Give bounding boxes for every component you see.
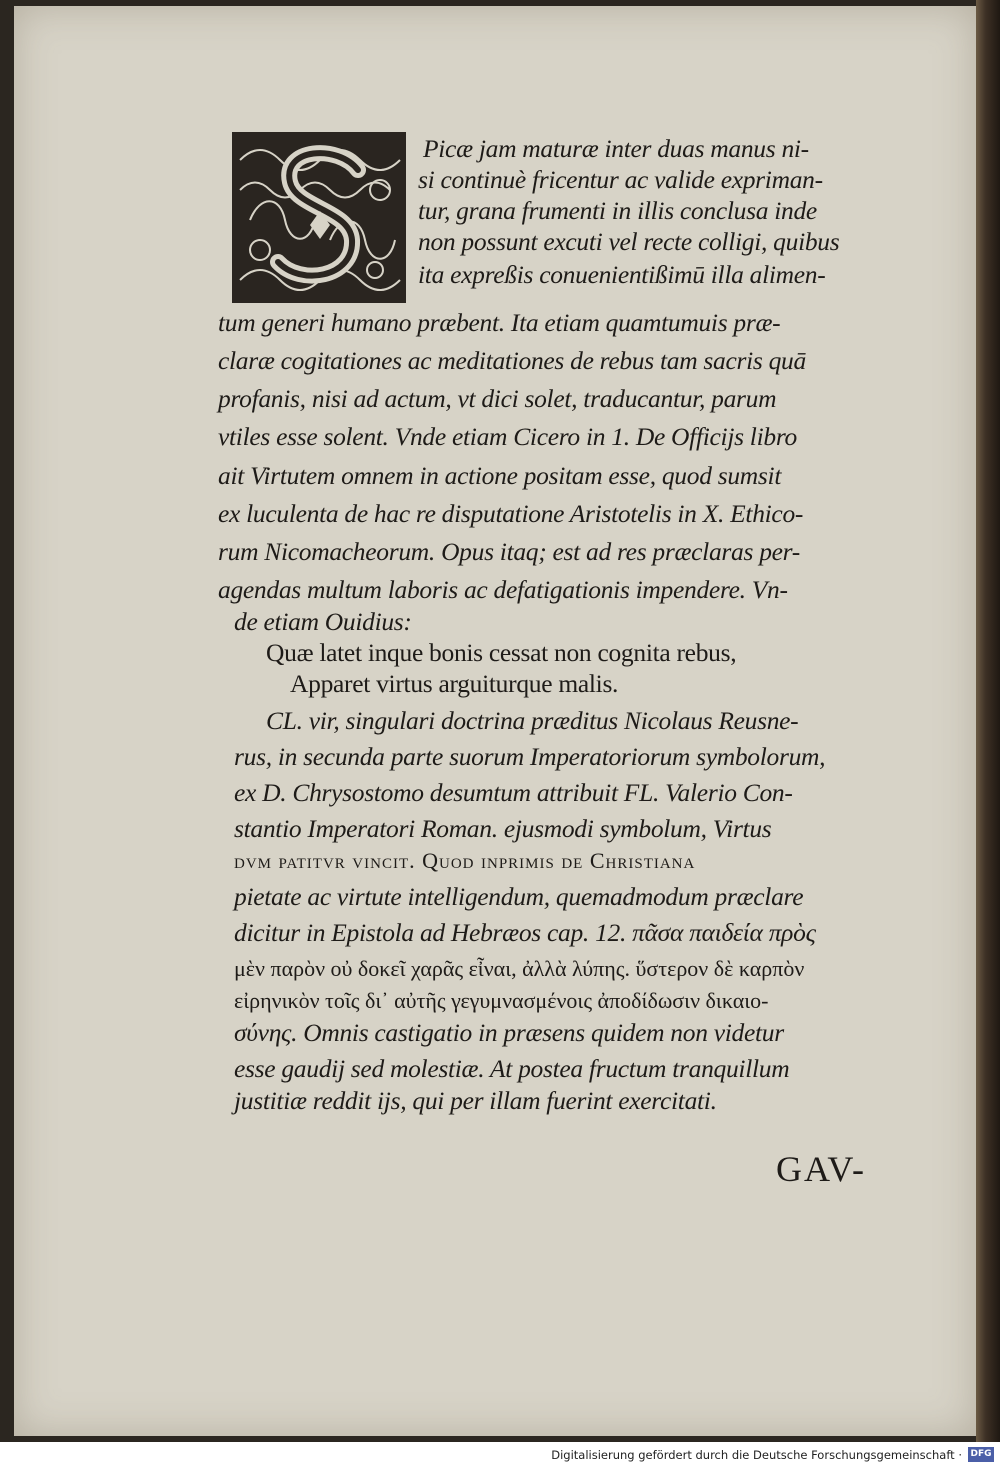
- text-line: agendas multum laboris ac defatigationis impendere. Vn-: [218, 575, 788, 604]
- text-line: rum Nicomacheorum. Opus itaq; est ad res præclaras per-: [218, 537, 800, 566]
- text-line: pietate ac virtute intelligendum, quemadmodum præclare: [234, 882, 804, 911]
- text-line: stantio Imperatori Roman. ejusmodi symbolum, Virtus: [234, 814, 772, 843]
- text-line: ait Virtutem omnem in actione positam esse, quod sumsit: [218, 461, 782, 490]
- text-line: tur, grana frumenti in illis conclusa inde: [418, 196, 817, 225]
- book-edge: [976, 0, 1000, 1442]
- text-line: Picæ jam maturæ inter duas manus ni-: [423, 134, 809, 163]
- decorated-initial-s: [230, 130, 408, 305]
- greek-line: εἰρηνικὸν τοῖς δι᾽ αὐτῆς γεγυμνασμένοις ἀποδίδωσιν δικαιο-: [234, 988, 769, 1013]
- footer: [0, 1442, 1000, 1468]
- text-line: esse gaudij sed molestiæ. At postea fructum tranquillum: [234, 1054, 790, 1083]
- dfg-logo-icon: DFG: [968, 1447, 994, 1462]
- text-line: ex luculenta de hac re disputatione Aristotelis in X. Ethico-: [218, 499, 804, 528]
- text-line: justitiæ reddit ijs, qui per illam fuerint exercitati.: [234, 1086, 717, 1115]
- text-line: dvm patitvr vincit. Quod inprimis de Christiana: [234, 848, 696, 873]
- text-line: rus, in secunda parte suorum Imperatoriorum symbolorum,: [234, 742, 826, 771]
- text-line: dicitur in Epistola ad Hebræos cap. 12. πᾶσα παιδεία πρὸς: [234, 918, 816, 947]
- text-line: ita expreßis conuenientißimū illa alimen-: [418, 260, 826, 289]
- text-line: non possunt excuti vel recte colligi, quibus: [418, 227, 840, 256]
- catchword: GAV-: [776, 1149, 867, 1189]
- text-line: ex D. Chrysostomo desumtum attribuit FL. Valerio Con-: [234, 778, 793, 807]
- text-line: CL. vir, singulari doctrina præditus Nicolaus Reusne-: [266, 706, 799, 735]
- text-line: σύνης. Omnis castigatio in præsens quidem non videtur: [234, 1018, 784, 1047]
- verse-line: Quæ latet inque bonis cessat non cognita rebus,: [266, 638, 737, 667]
- text-line: profanis, nisi ad actum, vt dici solet, traducantur, parum: [218, 384, 777, 413]
- footer-credit: Digitalisierung gefördert durch die Deutsche Forschungsgemeinschaft ·: [551, 1448, 962, 1462]
- text-line: si continuè fricentur ac valide expriman-: [418, 165, 823, 194]
- verse-line: Apparet virtus arguiturque malis.: [290, 669, 619, 698]
- text-line: claræ cogitationes ac meditationes de rebus tam sacris quā: [218, 346, 806, 375]
- text-line: tum generi humano præbent. Ita etiam quamtumuis præ-: [218, 308, 781, 337]
- greek-line: μὲν παρὸν οὐ δοκεῖ χαρᾶς εἶναι, ἀλλὰ λύπης. ὕστερον δὲ καρπὸν: [234, 956, 805, 981]
- text-line: vtiles esse solent. Vnde etiam Cicero in 1. De Officijs libro: [218, 422, 797, 451]
- text-line: de etiam Ouidius:: [234, 607, 412, 636]
